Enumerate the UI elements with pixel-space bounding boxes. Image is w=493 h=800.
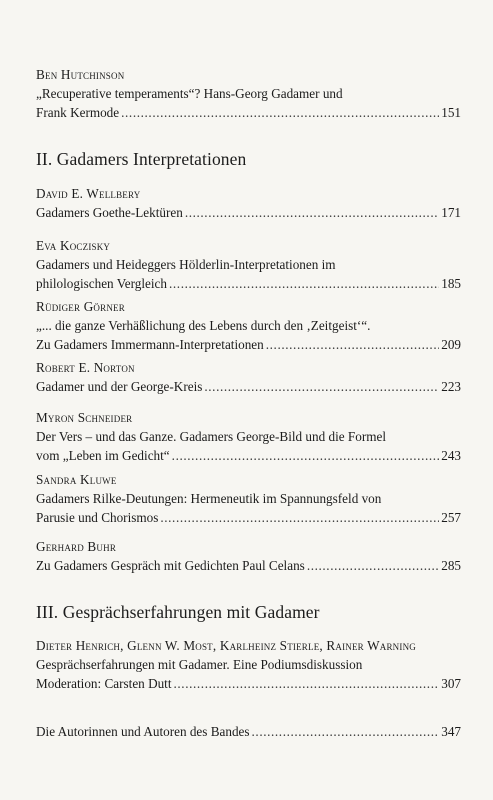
entry-title-last-line <box>36 556 461 575</box>
entry-author: Eva Koczisky <box>36 238 111 253</box>
dot-leader <box>169 274 439 293</box>
entry-title-last-line <box>36 274 461 293</box>
dot-leader <box>252 722 440 741</box>
toc-entry-autoren <box>36 722 461 741</box>
dot-leader <box>204 377 439 396</box>
dot-leader <box>307 556 439 575</box>
dot-leader <box>185 203 439 222</box>
toc-entry-podiumsdiskussion <box>36 637 461 693</box>
entry-title-last-line <box>36 103 461 122</box>
toc-entry-goerner <box>36 298 461 354</box>
entry-author: Ben Hutchinson <box>36 67 125 82</box>
page-number: 285 <box>441 558 461 573</box>
entry-title-text: Zu Gadamers Immermann-Interpretationen <box>36 337 264 352</box>
dot-leader <box>174 674 440 693</box>
entry-title-text: Die Autorinnen und Autoren des Bandes <box>36 724 250 739</box>
dot-leader <box>172 446 440 465</box>
page-number: 185 <box>441 276 461 291</box>
toc-entry-buhr <box>36 538 461 575</box>
toc-entry-schneider <box>36 409 461 465</box>
entry-title-text: Frank Kermode <box>36 105 120 120</box>
entry-title-line: Gesprächserfahrungen mit Gadamer. Eine Podiumsdiskussion <box>36 657 363 672</box>
entry-author: Dieter Henrich, Glenn W. Most, Karlheinz Stierle, Rainer Warning <box>36 638 416 653</box>
page-number: 257 <box>441 510 461 525</box>
page-number: 307 <box>441 676 461 691</box>
entry-title-line: „Recuperative temperaments“? Hans-Georg Gadamer und <box>36 86 343 101</box>
page-number: 347 <box>441 724 461 739</box>
entry-title-text: Zu Gadamers Gespräch mit Gedichten Paul Celans <box>36 558 305 573</box>
entry-title-text: Gadamer und der George-Kreis <box>36 379 203 394</box>
entry-author: Myron Schneider <box>36 410 133 425</box>
entry-title-text: vom „Leben im Gedicht“ <box>36 448 170 463</box>
section-heading-iii: III. Gesprächserfahrungen mit Gadamer <box>36 602 320 622</box>
page-number: 209 <box>441 337 461 352</box>
entry-title-text: philologischen Vergleich <box>36 276 167 291</box>
entry-title-last-line <box>36 335 461 354</box>
entry-author: Sandra Kluwe <box>36 472 117 487</box>
entry-title-line: Gadamers und Heideggers Hölderlin-Interpretationen im <box>36 257 336 272</box>
toc-entry-kluwe <box>36 471 461 527</box>
toc-entry-koczisky <box>36 237 461 293</box>
entry-title-text: Parusie und Chorismos <box>36 510 159 525</box>
entry-title-text: Moderation: Carsten Dutt <box>36 676 172 691</box>
entry-title-last-line <box>36 508 461 527</box>
entry-author: David E. Wellbery <box>36 186 141 201</box>
entry-title-last-line <box>36 722 461 741</box>
entry-title-line: Der Vers – und das Ganze. Gadamers George-Bild und die Formel <box>36 429 386 444</box>
toc-entry-norton <box>36 359 461 396</box>
dot-leader <box>160 508 439 527</box>
entry-author: Robert E. Norton <box>36 360 135 375</box>
page-number: 223 <box>441 379 461 394</box>
dot-leader <box>121 103 439 122</box>
entry-title-text: Gadamers Goethe-Lektüren <box>36 205 183 220</box>
page-number: 171 <box>441 205 461 220</box>
entry-author: Rüdiger Görner <box>36 299 125 314</box>
entry-title-last-line <box>36 674 461 693</box>
entry-title-line: „... die ganze Verhäßlichung des Lebens durch den ‚Zeitgeist‘“. <box>36 318 371 333</box>
entry-title-line: Gadamers Rilke-Deutungen: Hermeneutik im Spannungsfeld von <box>36 491 382 506</box>
entry-title-last-line <box>36 203 461 222</box>
section-heading-ii: II. Gadamers Interpretationen <box>36 149 247 169</box>
entry-title-last-line <box>36 446 461 465</box>
dot-leader <box>266 335 439 354</box>
page-number: 243 <box>441 448 461 463</box>
entry-author: Gerhard Buhr <box>36 539 117 554</box>
page-number: 151 <box>441 105 461 120</box>
entry-title-last-line <box>36 377 461 396</box>
toc-entry-hutchinson <box>36 66 461 122</box>
toc-entry-wellbery <box>36 185 461 222</box>
